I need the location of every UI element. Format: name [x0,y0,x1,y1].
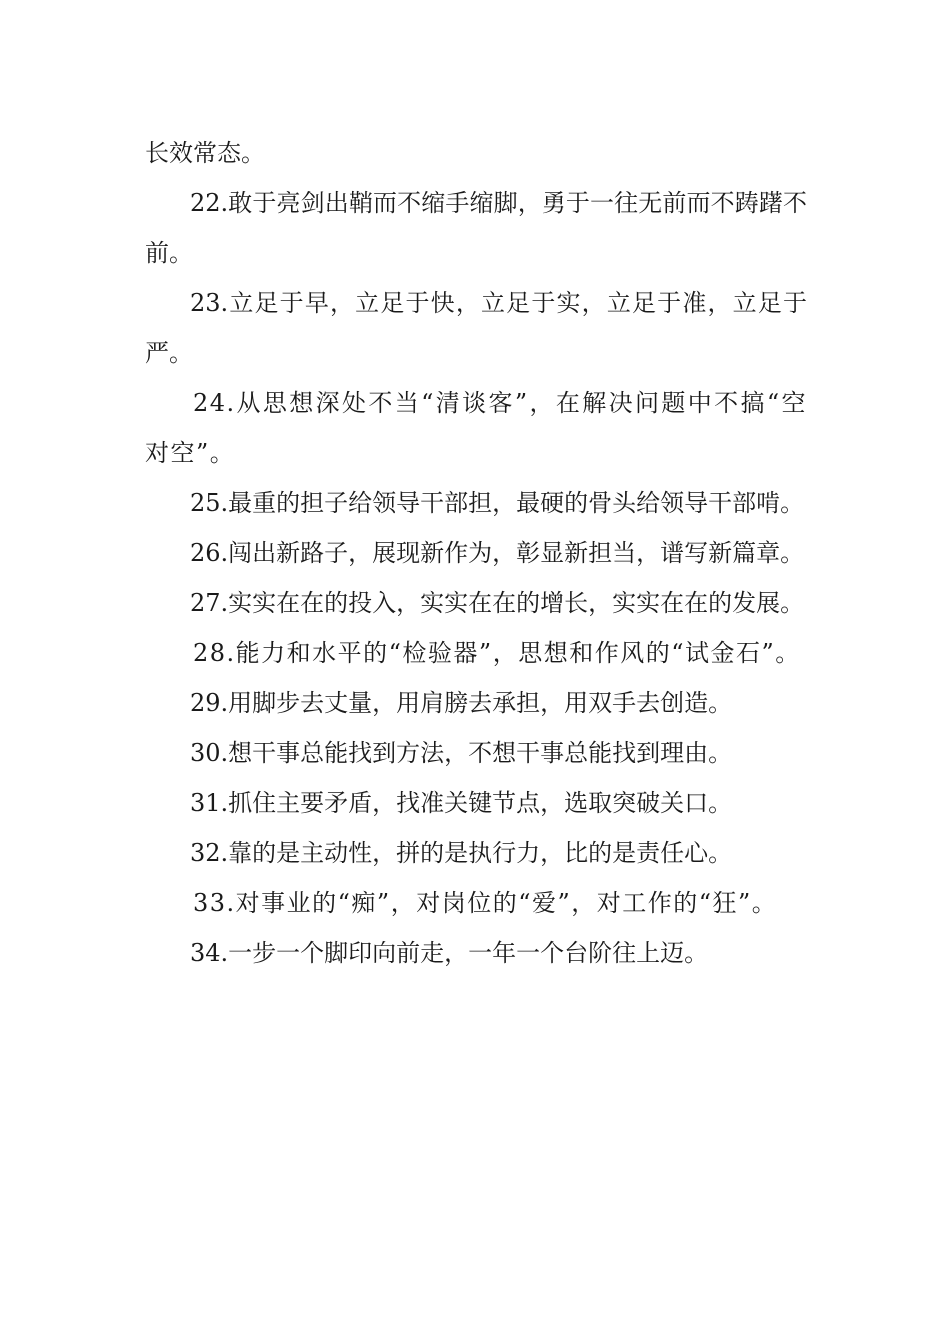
paragraph-continuation: 长效常态。 [145,139,265,167]
paragraph-30: 30.想干事总能找到方法，不想干事总能找到理由。 [190,739,733,767]
paragraph-25: 25.最重的担子给领导干部担，最硬的骨头给领导干部啃。 [190,489,805,517]
paragraph-33: 33.对事业的“痴”，对岗位的“爱”，对工作的“狂”。 [193,889,778,917]
paragraph-34: 34.一步一个脚印向前走，一年一个台阶往上迈。 [190,939,709,967]
paragraph-26: 26.闯出新路子，展现新作为，彰显新担当，谱写新篇章。 [190,539,805,567]
paragraph-28: 28.能力和水平的“检验器”，思想和作风的“试金石”。 [193,639,801,667]
paragraph-29: 29.用脚步去丈量，用肩膀去承担，用双手去创造。 [190,689,733,717]
paragraph-22: 22.敢于亮剑出鞘而不缩手缩脚，勇于一往无前而不踌躇不前。 [145,189,807,267]
paragraph-27: 27.实实在在的投入，实实在在的增长，实实在在的发展。 [190,589,805,617]
paragraph-23: 23.立足于早，立足于快，立足于实，立足于准，立足于严。 [145,289,807,367]
document-body [145,128,807,978]
paragraph-32: 32.靠的是主动性，拼的是执行力，比的是责任心。 [190,839,733,867]
paragraph-24: 24.从思想深处不当“清谈客”，在解决问题中不搞“空对空”。 [145,389,807,467]
paragraph-31: 31.抓住主要矛盾，找准关键节点，选取突破关口。 [190,789,733,817]
